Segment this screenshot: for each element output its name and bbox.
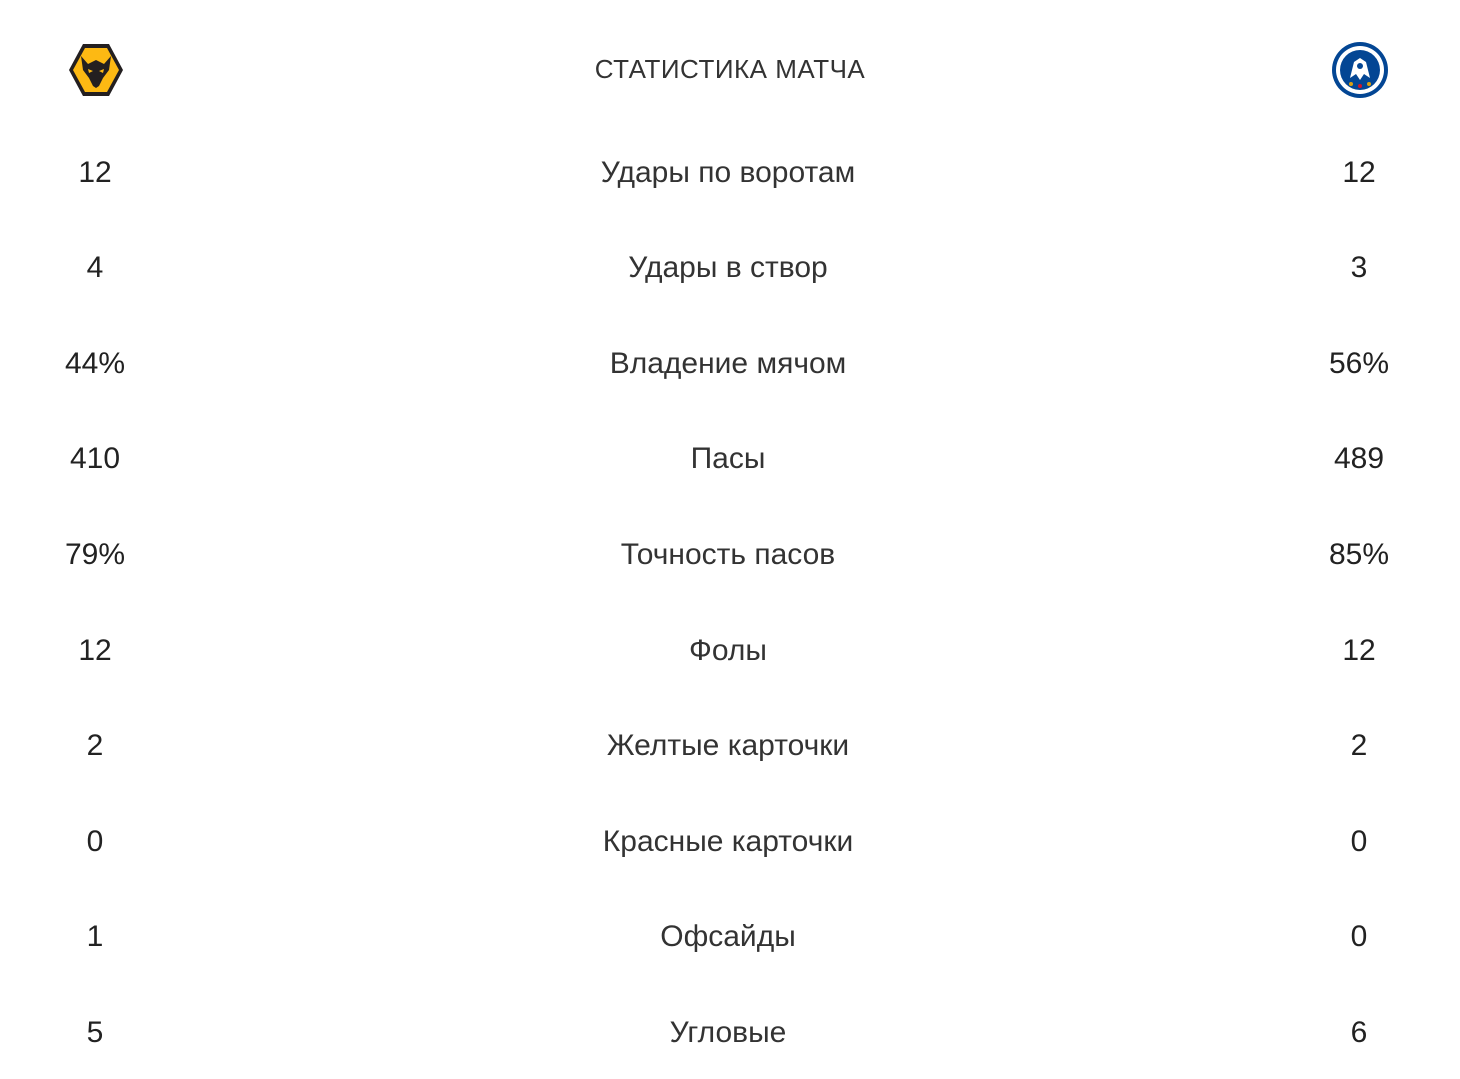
away-corners-value: 6	[1350, 1016, 1368, 1049]
home-passes-value: 410	[69, 442, 121, 475]
shots-label: Удары по воротам	[600, 156, 856, 189]
home-possession-value: 44%	[64, 347, 126, 380]
home-yellow-cards-value: 2	[86, 729, 104, 762]
away-pass-accuracy-value: 85%	[1328, 538, 1390, 571]
home-shots-value: 12	[78, 156, 112, 189]
away-offsides-value: 0	[1350, 920, 1368, 953]
corners-label: Угловые	[669, 1016, 787, 1049]
shots-on-target-label: Удары в створ	[628, 251, 828, 284]
away-possession-value: 56%	[1328, 347, 1390, 380]
possession-label: Владение мячом	[609, 347, 847, 380]
away-red-cards-value: 0	[1350, 825, 1368, 858]
red-cards-label: Красные карточки	[602, 825, 854, 858]
stat-row-yellow-cards	[0, 719, 1460, 779]
stat-row-shots	[0, 146, 1460, 206]
stat-row-offsides	[0, 910, 1460, 970]
home-offsides-value: 1	[86, 920, 104, 953]
stat-row-red-cards	[0, 815, 1460, 875]
away-fouls-value: 12	[1342, 634, 1376, 667]
away-passes-value: 489	[1333, 442, 1385, 475]
away-yellow-cards-value: 2	[1350, 729, 1368, 762]
stats-header	[0, 30, 1460, 110]
yellow-cards-label: Желтые карточки	[606, 729, 850, 762]
chelsea-crest-icon	[1330, 40, 1390, 100]
stat-row-fouls	[0, 624, 1460, 684]
offsides-label: Офсайды	[660, 920, 796, 953]
home-shots-on-target-value: 4	[86, 251, 104, 284]
stat-row-passes	[0, 432, 1460, 492]
stat-row-shots-on-target	[0, 241, 1460, 301]
fouls-label: Фолы	[689, 634, 767, 667]
home-fouls-value: 12	[78, 634, 112, 667]
stat-row-corners	[0, 1006, 1460, 1066]
stat-row-possession	[0, 337, 1460, 397]
home-corners-value: 5	[86, 1016, 104, 1049]
home-red-cards-value: 0	[86, 825, 104, 858]
away-shots-value: 12	[1342, 156, 1376, 189]
passes-label: Пасы	[690, 442, 766, 475]
home-pass-accuracy-value: 79%	[64, 538, 126, 571]
stats-title: СТАТИСТИКА МАТЧА	[594, 54, 866, 84]
stat-row-pass-accuracy	[0, 528, 1460, 588]
wolves-crest-icon	[66, 40, 126, 100]
pass-accuracy-label: Точность пасов	[620, 538, 836, 571]
away-shots-on-target-value: 3	[1350, 251, 1368, 284]
